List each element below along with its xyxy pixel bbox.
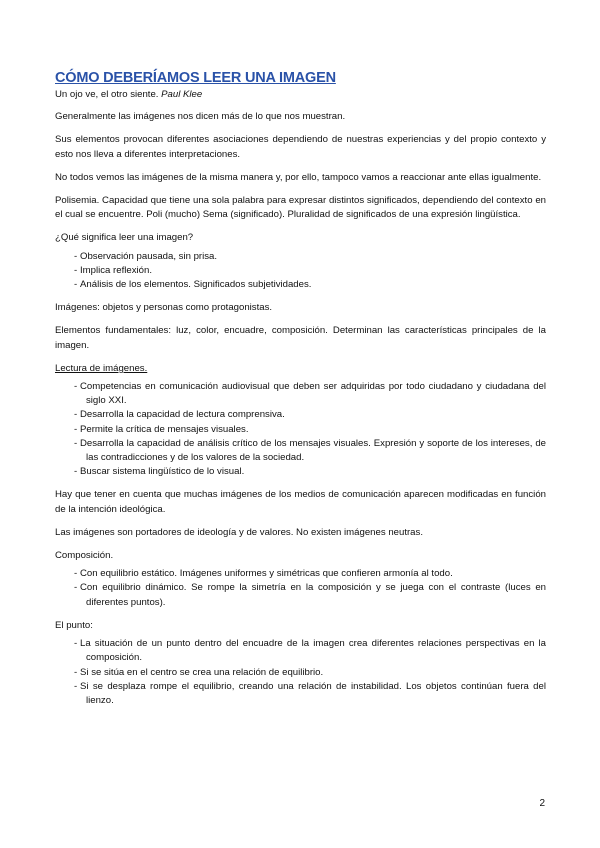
page-title: CÓMO DEBERÍAMOS LEER UNA IMAGEN — [55, 70, 336, 86]
list-item: - Observación pausada, sin prisa. — [55, 250, 546, 264]
list-item: - Si se sitúa en el centro se crea una relación de equilibrio. — [55, 666, 546, 680]
list-leer-imagen — [55, 250, 546, 293]
paragraph-no-todos: No todos vemos las imágenes de la misma manera y, por ello, tampoco vamos a reaccionar ante ellas igualmente. — [55, 171, 542, 183]
list-item: - Si se desplaza rompe el equilibrio, creando una relación de instabilidad. Los objetos continúan fuera del lienzo. — [55, 680, 546, 708]
list-item: - Desarrolla la capacidad de lectura comprensiva. — [55, 408, 546, 422]
list-item: - Desarrolla la capacidad de análisis crítico de los mensajes visuales. Expresión y soporte de los intereses, de las contradicciones y de los valores de la sociedad. — [55, 437, 546, 465]
list-item: - Permite la crítica de mensajes visuales. — [55, 423, 546, 437]
list-item: - Análisis de los elementos. Significados subjetividades. — [55, 278, 546, 292]
paragraph-que-significa: ¿Qué significa leer una imagen? — [55, 232, 194, 244]
list-item: - La situación de un punto dentro del encuadre de la imagen crea diferentes relaciones perspectivas en la composición. — [55, 637, 546, 665]
paragraph-intencion-ideologica: Hay que tener en cuenta que muchas imágenes de los medios de comunicación aparecen modificadas en función de la intención ideológica. — [55, 489, 546, 515]
list-item: - Con equilibrio dinámico. Se rompe la simetría en la composición y se juega con el contraste (luces en diferentes puntos). — [55, 581, 546, 609]
paragraph-elementos: Elementos fundamentales: luz, color, encuadre, composición. Determinan las características principales de la imagen. — [55, 325, 546, 351]
paragraph-asociaciones: Sus elementos provocan diferentes asociaciones dependiendo de nuestras experiencias y del propio contexto y esto nos lleva a diferentes interpretaciones. — [55, 134, 546, 160]
page-number: 2 — [539, 798, 545, 809]
document-page — [55, 70, 546, 708]
heading-composicion: Composición. — [55, 550, 114, 562]
list-item: - Implica reflexión. — [55, 264, 546, 278]
list-item: - Con equilibrio estático. Imágenes uniformes y simétricas que confieren armonía al todo. — [55, 567, 546, 581]
heading-el-punto: El punto: — [55, 619, 93, 631]
paragraph-polisemia: Polisemia. Capacidad que tiene una sola palabra para expresar distintos significados, dependiendo del contexto en el cual se encuentre. Poli (mucho) Sema (significado). Pluralidad de significados de una expresión lingüística. — [55, 195, 546, 221]
paragraph-imagenes-objetos: Imágenes: objetos y personas como protagonistas. — [55, 302, 273, 314]
list-el-punto — [55, 637, 546, 708]
list-composicion — [55, 567, 546, 610]
heading-lectura-imagenes: Lectura de imágenes. — [55, 362, 148, 374]
subtitle-quote-author: Paul Klee — [161, 89, 203, 100]
list-item: - Competencias en comunicación audiovisual que deben ser adquiridas por todo ciudadano y ciudadana del siglo XXI. — [55, 380, 546, 408]
subtitle-quote-text: Un ojo ve, el otro siente. — [55, 89, 162, 100]
list-item: - Buscar sistema lingüístico de lo visual. — [55, 465, 546, 479]
paragraph-ideologia: Las imágenes son portadores de ideología y de valores. No existen imágenes neutras. — [55, 526, 423, 538]
list-lectura-imagenes — [55, 380, 546, 479]
subtitle-quote — [55, 88, 546, 102]
paragraph-intro: Generalmente las imágenes nos dicen más de lo que nos muestran. — [55, 111, 346, 123]
